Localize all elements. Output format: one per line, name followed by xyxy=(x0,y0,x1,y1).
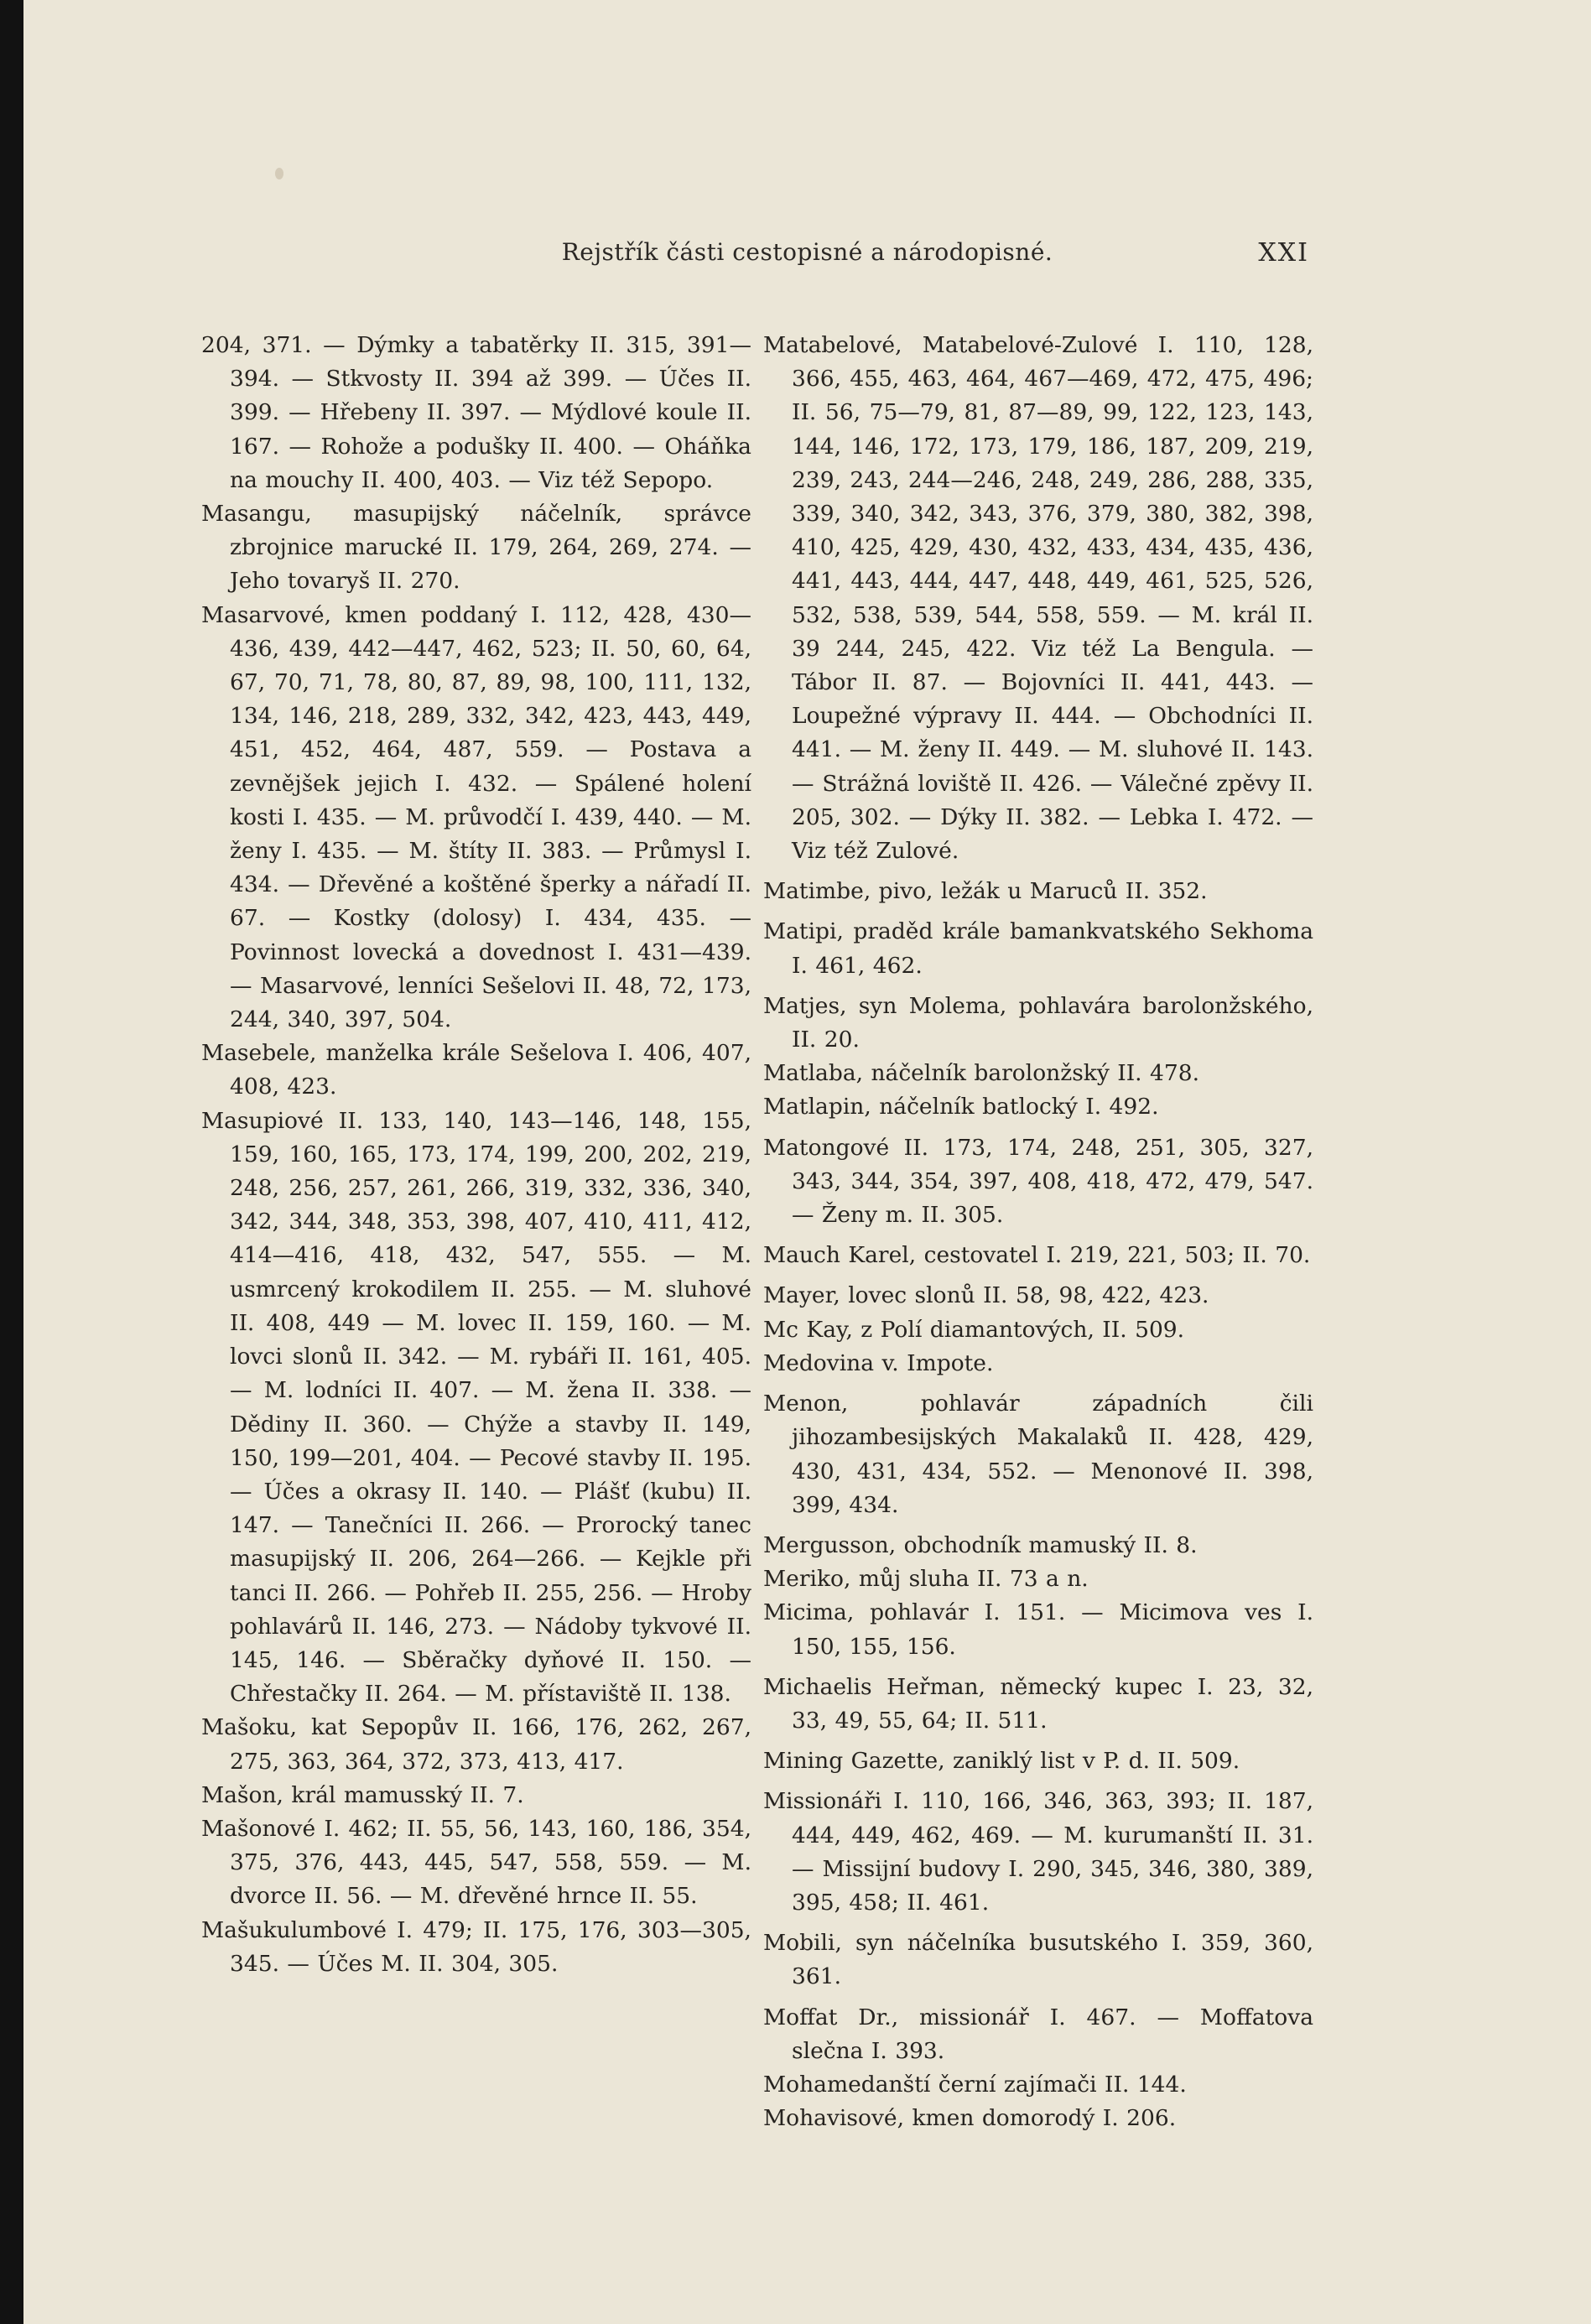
index-entry: Matlaba, náčelník barolonžský II. 478. xyxy=(763,1060,1200,1087)
index-entry: Mohavisové, kmen domorodý I. 206. xyxy=(763,2105,1177,2132)
index-entry: Masarvové, kmen poddaný I. 112, 428, 430—436, 439, 442—447, 462, 523; II. 50, 60, 64, 67, 70, 71, 78, 80, 87, 89, 98, 100, 111, 132, 134, 146, 218, 289, 332, 342, 423, 443, 449, 451, 452, 464, 487, 559. — Postava a zevnějšek jejich I. 432. — Spálené holení kosti I. 435. — M. průvodčí I. 439, 440. — M. ženy I. 435. — M. štíty II. 383. — Průmysl I. 434. — Dřevěné a koštěné šperky a nářadí II. 67. — Kostky (dolosy) I. 434, 435. — Povinnost lovecká a dovednost I. 431—439. — Masarvové, lenníci Sešelovi II. 48, 72, 173, 244, 340, 397, 504. xyxy=(201,601,751,1033)
index-entry: Matjes, syn Molema, pohlavára barolonžského, II. 20. xyxy=(763,992,1313,1053)
index-entry: Masangu, masupijský náčelník, správce zbrojnice marucké II. 179, 264, 269, 274. — Jeho tovaryš II. 270. xyxy=(201,501,751,595)
index-entry: Mohamedanští černí zajímači II. 144. xyxy=(763,2071,1187,2098)
index-entry: Micima, pohlavár I. 151. — Micimova ves I. 150, 155, 156. xyxy=(763,1599,1313,1660)
index-entry: 204, 371. — Dýmky a tabatěrky II. 315, 391—394. — Stkvosty II. 394 až 399. — Účes II. 399. — Hřebeny II. 397. — Mýdlové koule II. 167. — Rohože a podušky II. 400. — Oháňka na mouchy II. 400, 403. — Viz též Sepopo. xyxy=(201,332,751,493)
index-column-right xyxy=(763,329,1313,2135)
index-entry: Menon, pohlavár západních čili jihozambesijských Makalaků II. 428, 429, 430, 431, 434, 552. — Menonové II. 398, 399, 434. xyxy=(763,1391,1313,1518)
book-page xyxy=(23,0,1591,2324)
index-entry: Mayer, lovec slonů II. 58, 98, 422, 423. xyxy=(763,1282,1209,1309)
index-entry: Mobili, syn náčelníka busutského I. 359, 360, 361. xyxy=(763,1930,1313,1990)
index-entry: Meriko, můj sluha II. 73 a n. xyxy=(763,1566,1089,1593)
index-entry: Masupiové II. 133, 140, 143—146, 148, 155, 159, 160, 165, 173, 174, 199, 200, 202, 219, 248, 256, 257, 261, 266, 319, 332, 336, 340, 342, 344, 348, 353, 398, 407, 410, 411, 412, 414—416, 418, 432, 547, 555. — M. usmrcený krokodilem II. 255. — M. sluhové II. 408, 449 — M. lovec II. 159, 160. — M. lovci slonů II. 342. — M. rybáři II. 161, 405. — M. lodníci II. 407. — M. žena II. 338. — Dědiny II. 360. — Chýže a stavby II. 149, 150, 199—201, 404. — Pecové stavby II. 195. — Účes a okrasy II. 140. — Plášť (kubu) II. 147. — Tanečníci II. 266. — Prorocký tanec masupijský II. 206, 264—266. — Kejkle při tanci II. 266. — Pohřeb II. 255, 256. — Hroby pohlavárů II. 146, 273. — Nádoby tykvové II. 145, 146. — Sběračky dyňové II. 150. — Chřestačky II. 264. — M. přístaviště II. 138. xyxy=(201,1107,751,1708)
index-entry: Missionáři I. 110, 166, 346, 363, 393; II. 187, 444, 449, 462, 469. — M. kurumanští II. 31. — Missijní budovy I. 290, 345, 346, 380, 389, 395, 458; II. 461. xyxy=(763,1788,1313,1916)
index-column-left xyxy=(201,329,751,1981)
paper-stain xyxy=(275,168,283,179)
index-entry: Matabelové, Matabelové-Zulové I. 110, 128, 366, 455, 463, 464, 467—469, 472, 475, 496; II. 56, 75—79, 81, 87—89, 99, 122, 123, 143, 144, 146, 172, 173, 179, 186, 187, 209, 219, 239, 243, 244—246, 248, 249, 286, 288, 335, 339, 340, 342, 343, 376, 379, 380, 382, 398, 410, 425, 429, 430, 432, 433, 434, 435, 436, 441, 443, 444, 447, 448, 449, 461, 525, 526, 532, 538, 539, 544, 558, 559. — M. král II. 39 244, 245, 422. Viz též La Bengula. — Tábor II. 87. — Bojovníci II. 441, 443. — Loupežné výpravy II. 444. — Obchodníci II. 441. — M. ženy II. 449. — M. sluhové II. 143. — Strážná loviště II. 426. — Válečné zpěvy II. 205, 302. — Dýky II. 382. — Lebka I. 472. — Viz též Zulové. xyxy=(763,332,1313,865)
page-number: XXI xyxy=(1258,238,1309,268)
index-entry: Mergusson, obchodník mamuský II. 8. xyxy=(763,1531,1198,1558)
index-entry: Matipi, praděd krále bamankvatského Sekhoma I. 461, 462. xyxy=(763,918,1313,979)
index-entry: Mašonové I. 462; II. 55, 56, 143, 160, 186, 354, 375, 376, 443, 445, 547, 558, 559. — M. dvorce II. 56. — M. dřevěné hrnce II. 55. xyxy=(201,1815,751,1910)
index-entry: Mašoku, kat Sepopův II. 166, 176, 262, 267, 275, 363, 364, 372, 373, 413, 417. xyxy=(201,1714,751,1775)
index-entry: Matlapin, náčelník batlocký I. 492. xyxy=(763,1094,1159,1120)
index-entry: Medovina v. Impote. xyxy=(763,1349,994,1376)
index-entry: Mc Kay, z Polí diamantových, II. 509. xyxy=(763,1316,1185,1343)
running-title: Rejstřík části cestopisné a národopisné. xyxy=(561,238,1053,266)
index-entry: Mining Gazette, zaniklý list v P. d. II. 509. xyxy=(763,1748,1240,1775)
page-header xyxy=(23,238,1591,275)
index-entry: Matongové II. 173, 174, 248, 251, 305, 327, 343, 344, 354, 397, 408, 418, 472, 479, 547. — Ženy m. II. 305. xyxy=(763,1134,1313,1229)
index-entry: Matimbe, pivo, ležák u Maruců II. 352. xyxy=(763,878,1208,905)
index-entry: Masebele, manželka krále Sešelova I. 406, 407, 408, 423. xyxy=(201,1040,751,1100)
index-entry: Mauch Karel, cestovatel I. 219, 221, 503; II. 70. xyxy=(763,1242,1311,1269)
index-entry: Mašon, král mamusský II. 7. xyxy=(201,1781,524,1808)
index-entry: Mašukulumbové I. 479; II. 175, 176, 303—305, 345. — Účes M. II. 304, 305. xyxy=(201,1916,751,1977)
index-entry: Moffat Dr., missionář I. 467. — Moffatova slečna I. 393. xyxy=(763,2004,1313,2064)
index-entry: Michaelis Heřman, německý kupec I. 23, 32, 33, 49, 55, 64; II. 511. xyxy=(763,1673,1313,1734)
